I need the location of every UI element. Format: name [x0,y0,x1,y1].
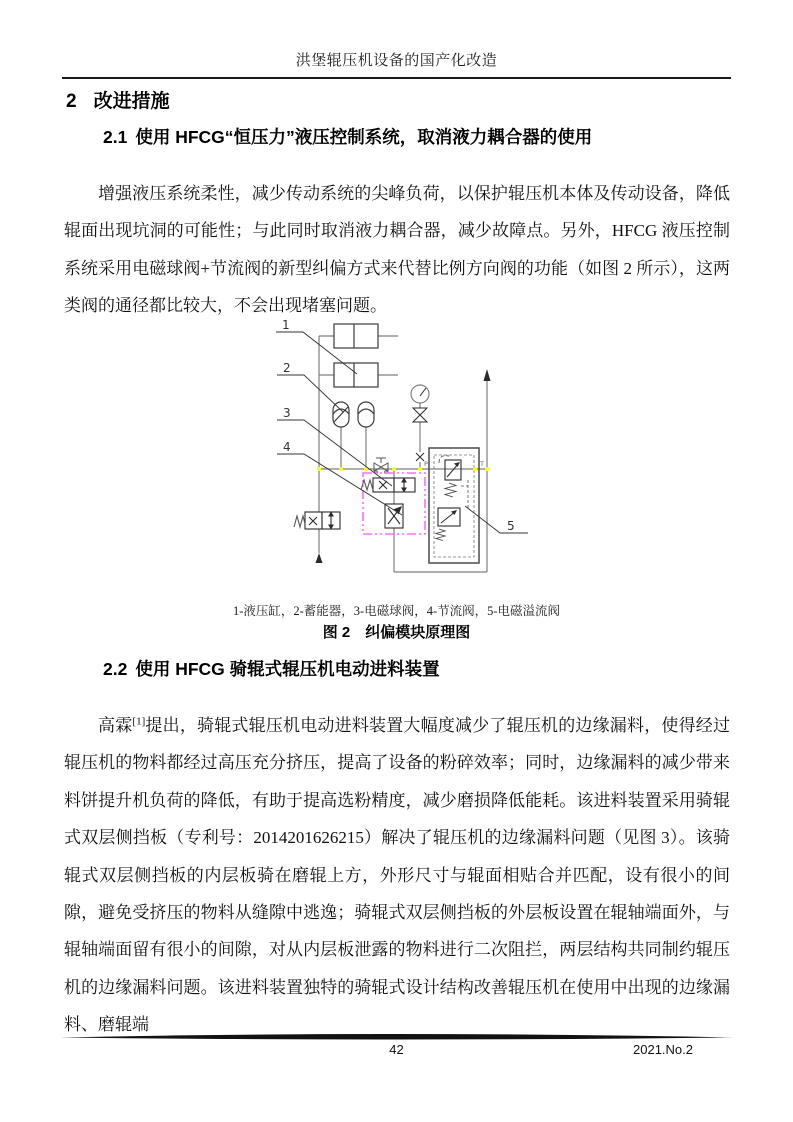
pipework-lines [318,336,487,572]
flow-arrow-up-icon [484,369,491,381]
paragraph-2-1-body: 增强液压系统柔性，减少传动系统的尖峰负荷，以保护辊压机本体及传动设备，降低辊面出现坑洞的可能性；与此同时取消液力耦合器，减少故障点。另外，HFCG 液压控制系统采用电磁球阀+节流阀的新型纠偏方式来代替比例方向阀的功能（如图 2 所示），这两类阀的通径都比较大，不会出现堵塞问题。 [64,184,730,316]
citation-ref: [1] [132,715,146,728]
section-2-2-number: 2.2 [103,659,128,679]
figure-label-4: 4 [283,440,291,454]
port-label-p: P [424,460,428,468]
figure-label-3: 3 [283,406,291,420]
throttle-valve [385,504,403,528]
footer-issue: 2021.No.2 [633,1042,693,1057]
hand-valve [374,458,388,473]
section-2-2-heading [103,656,440,681]
section-2-number: 2 [66,91,77,112]
figure-2-caption: 图 2 纠偏模块原理图 [322,624,471,641]
section-2-1-number: 2.1 [103,127,128,147]
figure-label-2: 2 [283,361,291,375]
paragraph-2-2-body [64,707,730,1044]
flow-arrow-bottom-icon [316,553,323,563]
section-2-heading [66,86,170,113]
section-2-1-heading [103,124,592,149]
paragraph-2-2-rest: 提出，骑辊式辊压机电动进料装置大幅度减少了辊压机的边缘漏料，使得经过辊压机的物料都经过高压充分挤压，提高了设备的粉碎效率；同时，边缘漏料的减少带来料饼提升机负荷的降低，有助于提高选粉精度，减少磨损降低能耗。该进料装置采用骑辊式双层侧挡板（专利号：2014201626215）解决了辊压机的边缘漏料问题（见图 3）。该骑辊式双层侧挡板的内层板骑在磨辊上方，外形尺寸与辊面相贴合并匹配，设有很小的间隙，避免受挤压的物料从缝隙中逃逸；骑辊式双层侧挡板的外层板设置在辊轴端面外，与辊轴端面留有很小的间隙，对从内层板泄露的物料进行二次阻拦，两层结构共同制约辊压机的边缘漏料问题。该进料装置独特的骑辊式设计结构改善辊压机在使用中出现的边缘漏料、磨辊端 [64,716,731,1035]
section-2-title: 改进措施 [93,91,170,112]
figure-2-legend: 1-液压缸，2-蓄能器，3-电磁球阀，4-节流阀，5-电磁溢流阀 [232,604,561,618]
paragraph-2-2-lead: 高霖 [98,716,133,735]
running-title: 洪堡辊压机设备的国产化改造 [295,53,498,69]
section-2-1-title: 使用 HFCG“恒压力”液压控制系统，取消液力耦合器的使用 [135,127,593,147]
hydraulic-cylinders [334,324,378,387]
solenoid-ball-valve [361,478,415,492]
port-label-t: T [480,460,484,468]
relief-valve-block [429,448,479,563]
figure-label-1: 1 [282,318,290,332]
footer-page-number: 42 [389,1042,404,1057]
accumulators [333,402,374,427]
section-2-2-title: 使用 HFCG 骑辊式辊压机电动进料装置 [135,659,440,679]
solenoid-valve-left [294,512,340,529]
header-rule [62,77,731,79]
leader-lines [276,332,528,533]
footer-rule [60,1033,733,1042]
figure-label-5: 5 [507,519,515,533]
figure-2-schematic [248,305,568,603]
